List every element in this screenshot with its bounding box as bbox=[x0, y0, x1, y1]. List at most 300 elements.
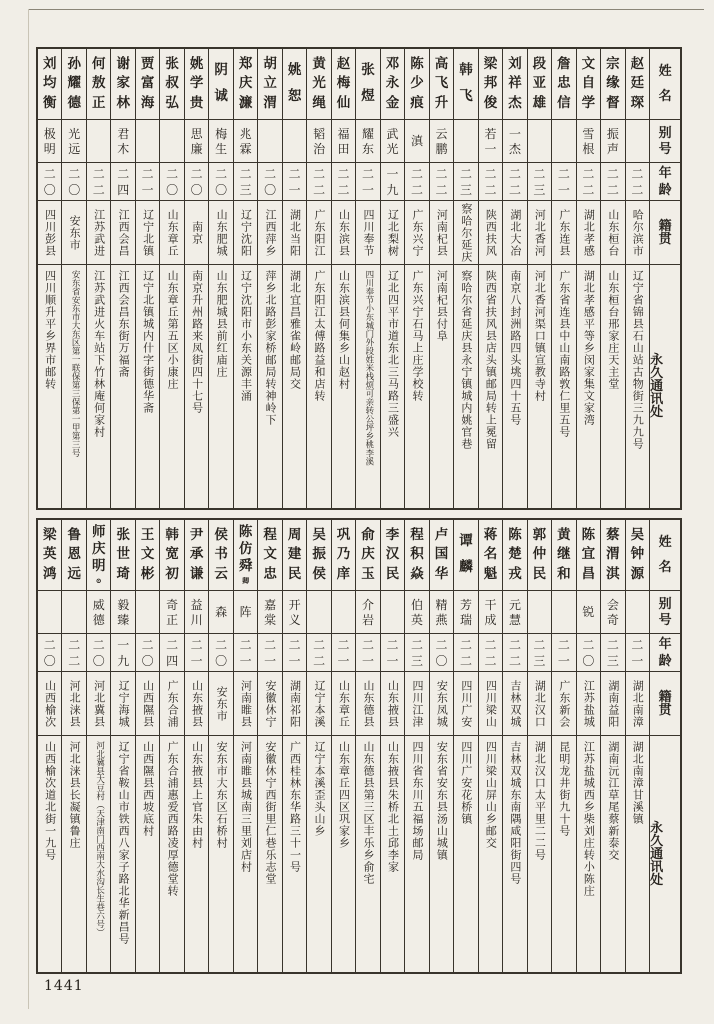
alias-cell bbox=[160, 119, 183, 162]
char: 二 bbox=[337, 637, 350, 652]
char: 学 bbox=[581, 94, 596, 111]
name-cell bbox=[332, 49, 355, 119]
char: 明 bbox=[43, 141, 56, 156]
char: 德 bbox=[67, 94, 81, 111]
char: 文 bbox=[581, 55, 596, 72]
char: 二 bbox=[288, 637, 301, 652]
native-place-cell-text: 四川广安 bbox=[459, 679, 473, 728]
char: 龄 bbox=[658, 653, 672, 669]
alias-cell bbox=[38, 119, 61, 162]
native-place-cell-text: 山东掖县 bbox=[190, 679, 204, 728]
char: 信 bbox=[557, 94, 571, 111]
address-cell-text: 山东掖县朱桥北土邱李家 bbox=[386, 741, 400, 873]
alias-cell bbox=[430, 590, 453, 633]
char: 吴 bbox=[630, 526, 645, 543]
char: 干 bbox=[484, 597, 497, 612]
char: 廉 bbox=[190, 141, 203, 156]
address-cell-text: 辽宁北镇城内什字街德华斋 bbox=[141, 270, 155, 414]
char: 一 bbox=[239, 653, 252, 668]
char: 二 bbox=[362, 166, 375, 181]
char: 川 bbox=[190, 612, 203, 627]
age-cell bbox=[234, 162, 257, 200]
char: 籍 bbox=[658, 689, 672, 705]
directory-column bbox=[502, 49, 526, 508]
name-cell bbox=[454, 49, 477, 119]
char: 鲁 bbox=[67, 526, 81, 543]
directory-column bbox=[110, 520, 134, 972]
char: 汉 bbox=[385, 546, 400, 563]
char: 二 bbox=[337, 182, 350, 197]
char: 二 bbox=[484, 653, 497, 668]
char: 一 bbox=[288, 182, 301, 197]
char: 通 bbox=[650, 846, 664, 862]
age-cell bbox=[430, 633, 453, 671]
address-cell bbox=[160, 735, 183, 972]
directory-column bbox=[282, 49, 306, 508]
char: 二 bbox=[459, 166, 472, 181]
address-cell bbox=[577, 735, 600, 972]
char: 年 bbox=[658, 636, 672, 652]
age-cell bbox=[38, 633, 61, 671]
directory-column bbox=[282, 520, 306, 972]
char: 黄 bbox=[312, 55, 326, 72]
char: 二 bbox=[606, 166, 619, 181]
age-cell bbox=[381, 162, 404, 200]
native-place-cell bbox=[430, 671, 453, 735]
char: 王 bbox=[140, 526, 155, 543]
directory-column bbox=[576, 49, 600, 508]
char: 伯 bbox=[411, 597, 424, 612]
native-place-cell-text: 辽宁本溪 bbox=[313, 679, 326, 728]
char: 别 bbox=[658, 125, 672, 141]
alias-cell bbox=[601, 590, 624, 633]
name-cell bbox=[160, 520, 183, 590]
directory-column bbox=[135, 520, 159, 972]
char: 詹 bbox=[557, 55, 571, 72]
char: 二 bbox=[606, 182, 619, 197]
char: 刘 bbox=[508, 55, 522, 72]
name-cell bbox=[234, 49, 257, 119]
char: 英 bbox=[42, 546, 57, 563]
native-place-cell bbox=[601, 200, 624, 264]
char: 臻 bbox=[117, 612, 130, 627]
directory-column bbox=[625, 49, 649, 508]
char: 承 bbox=[189, 546, 204, 563]
native-place-cell-text: 广东兴宁 bbox=[410, 208, 424, 257]
name-cell bbox=[528, 49, 551, 119]
native-place-cell-text: 辽北梨树 bbox=[386, 208, 400, 257]
native-place-cell-text: 山东肥城 bbox=[215, 208, 229, 257]
age-cell bbox=[454, 633, 477, 671]
native-place-cell bbox=[356, 200, 379, 264]
char: 民 bbox=[287, 565, 302, 582]
address-cell-text: 湖北宜昌雅雀岭邮局交 bbox=[288, 270, 302, 390]
char: 二 bbox=[484, 182, 497, 197]
directory-column bbox=[208, 520, 232, 972]
age-cell bbox=[503, 633, 526, 671]
char: 二 bbox=[68, 653, 81, 668]
char: 建 bbox=[287, 546, 302, 563]
native-place-cell-text: 江西会昌 bbox=[117, 208, 131, 257]
char: 二 bbox=[313, 182, 326, 197]
name-cell bbox=[209, 49, 232, 119]
char: 三 bbox=[239, 182, 252, 197]
directory-column bbox=[233, 49, 257, 508]
native-place-cell bbox=[332, 671, 355, 735]
age-cell bbox=[62, 162, 85, 200]
native-place-cell-text: 江苏武进 bbox=[92, 208, 106, 257]
char: 二 bbox=[435, 637, 448, 652]
address-cell bbox=[332, 735, 355, 972]
alias-cell bbox=[528, 590, 551, 633]
char: 二 bbox=[43, 637, 56, 652]
char: 一 bbox=[117, 637, 130, 652]
char: 号 bbox=[658, 612, 672, 628]
directory-column bbox=[551, 520, 575, 972]
char: 号 bbox=[658, 141, 672, 157]
age-cell bbox=[283, 633, 306, 671]
directory-column bbox=[331, 49, 355, 508]
name-cell bbox=[503, 49, 526, 119]
name-cell bbox=[626, 520, 649, 590]
address-cell-text: 河南杞县付阜 bbox=[435, 270, 449, 342]
char: 均 bbox=[42, 75, 57, 92]
name-cell bbox=[307, 520, 330, 590]
char: 奇 bbox=[166, 597, 179, 612]
address-cell bbox=[577, 264, 600, 508]
alias-cell bbox=[283, 590, 306, 633]
char: 周 bbox=[287, 526, 302, 543]
native-place-cell-text: 河南睢县 bbox=[239, 679, 253, 728]
native-place-cell bbox=[160, 200, 183, 264]
native-place-cell bbox=[503, 671, 526, 735]
native-place-cell-text: 湖南益阳 bbox=[606, 679, 620, 728]
native-place-cell bbox=[87, 200, 110, 264]
name-small-note: 卿 bbox=[242, 575, 250, 585]
char: 二 bbox=[533, 637, 546, 652]
address-cell bbox=[62, 735, 85, 972]
native-place-cell bbox=[503, 200, 526, 264]
char: 二 bbox=[239, 166, 252, 181]
native-place-cell-text: 安东市 bbox=[215, 685, 229, 722]
char: 二 bbox=[606, 637, 619, 652]
age-cell bbox=[234, 633, 257, 671]
char: 二 bbox=[582, 166, 595, 181]
char: 金 bbox=[385, 94, 400, 111]
char: 民 bbox=[385, 565, 400, 582]
char: 张 bbox=[361, 62, 375, 79]
header-native-place bbox=[650, 200, 680, 264]
char: 郑 bbox=[238, 55, 253, 72]
char: 阴 bbox=[214, 62, 228, 79]
name-cell bbox=[356, 49, 379, 119]
native-place-cell-text: 湖北当阳 bbox=[288, 208, 302, 257]
char: 治 bbox=[313, 141, 326, 156]
char: 缘 bbox=[606, 75, 620, 92]
header-alias bbox=[650, 119, 680, 162]
age-cell bbox=[307, 633, 330, 671]
char: 滇 bbox=[411, 134, 424, 148]
char: 廷 bbox=[630, 75, 645, 92]
char: 元 bbox=[508, 597, 521, 612]
alias-cell bbox=[381, 119, 404, 162]
address-cell bbox=[430, 264, 453, 508]
char: 林 bbox=[116, 94, 130, 111]
native-place-cell-text: 察哈尔延庆 bbox=[459, 202, 473, 263]
char: 〇 bbox=[435, 653, 448, 668]
native-place-cell-text: 河北涞县 bbox=[68, 679, 82, 728]
alias-cell bbox=[577, 590, 600, 633]
char: 孙 bbox=[67, 55, 81, 72]
address-cell-text: 湖北南漳甘溪镇 bbox=[631, 741, 645, 825]
char: 侯 bbox=[312, 565, 326, 582]
alias-cell bbox=[283, 119, 306, 162]
age-cell bbox=[601, 633, 624, 671]
char: 二 bbox=[557, 637, 570, 652]
native-place-cell bbox=[405, 671, 428, 735]
native-place-cell bbox=[283, 671, 306, 735]
address-cell bbox=[454, 735, 477, 972]
char: 立 bbox=[263, 75, 277, 92]
char: 一 bbox=[337, 653, 350, 668]
char: 光 bbox=[312, 75, 326, 92]
address-cell bbox=[258, 264, 281, 508]
address-cell bbox=[381, 264, 404, 508]
char: 庆 bbox=[91, 541, 106, 558]
alias-cell bbox=[209, 119, 232, 162]
char: 谭 bbox=[459, 533, 473, 550]
name-cell bbox=[381, 520, 404, 590]
char: 宗 bbox=[606, 55, 620, 72]
age-cell bbox=[356, 633, 379, 671]
address-cell-text: 河北冀县大豆村（天津南门西南大水沟长生巷六号） bbox=[94, 741, 105, 937]
char: 师 bbox=[91, 524, 106, 541]
char: 毅 bbox=[117, 597, 130, 612]
directory-column bbox=[576, 520, 600, 972]
address-cell bbox=[552, 264, 575, 508]
char: 三 bbox=[606, 653, 619, 668]
char: 雄 bbox=[532, 94, 547, 111]
char: 敖 bbox=[91, 75, 106, 92]
char: 名 bbox=[483, 546, 498, 563]
native-place-cell-text: 广东合浦 bbox=[166, 679, 180, 728]
char: 二 bbox=[631, 182, 644, 197]
char: 杰 bbox=[508, 94, 522, 111]
char: 二 bbox=[533, 166, 546, 181]
char: 若 bbox=[484, 126, 497, 141]
char: 文 bbox=[263, 546, 277, 563]
address-cell bbox=[209, 735, 232, 972]
char: 仿 bbox=[238, 541, 253, 558]
char: 一 bbox=[362, 653, 375, 668]
native-place-cell bbox=[234, 200, 257, 264]
char: 一 bbox=[288, 653, 301, 668]
char: 精 bbox=[435, 597, 448, 612]
native-place-cell bbox=[62, 671, 85, 735]
char: 声 bbox=[606, 141, 619, 156]
char: 二 bbox=[68, 166, 81, 181]
char: 吴 bbox=[312, 526, 326, 543]
native-place-cell bbox=[185, 200, 208, 264]
native-place-cell-text: 山东滨县 bbox=[337, 208, 351, 257]
char: 二 bbox=[411, 166, 424, 181]
age-cell bbox=[307, 162, 330, 200]
address-cell-text: 广西桂林东华路三十一号 bbox=[288, 741, 302, 873]
directory-column bbox=[110, 49, 134, 508]
char: 籍 bbox=[658, 218, 672, 234]
address-cell-text: 辽宁沈阳市小东关源丰涌 bbox=[239, 270, 253, 402]
age-cell bbox=[479, 162, 502, 200]
age-cell bbox=[577, 633, 600, 671]
char: 梅 bbox=[215, 126, 228, 141]
native-place-cell-text: 安东凤城 bbox=[435, 679, 449, 728]
age-cell bbox=[528, 633, 551, 671]
alias-cell bbox=[381, 590, 404, 633]
native-place-cell-text: 四川江津 bbox=[410, 679, 424, 728]
native-place-cell bbox=[38, 671, 61, 735]
char: 二 bbox=[557, 166, 570, 181]
char: 富 bbox=[140, 75, 155, 92]
char: 〇 bbox=[43, 182, 56, 197]
address-cell-text: 广东合浦惠爱西路凌厚德堂转 bbox=[166, 741, 180, 897]
name-cell bbox=[160, 49, 183, 119]
native-place-cell bbox=[577, 200, 600, 264]
char: 介 bbox=[362, 597, 375, 612]
native-place-cell bbox=[307, 200, 330, 264]
char: 久 bbox=[650, 366, 664, 381]
alias-cell bbox=[356, 590, 379, 633]
native-place-cell bbox=[552, 671, 575, 735]
age-cell bbox=[381, 633, 404, 671]
char: 一 bbox=[557, 653, 570, 668]
char: 二 bbox=[582, 182, 595, 197]
native-place-cell bbox=[258, 671, 281, 735]
native-place-cell bbox=[552, 200, 575, 264]
address-cell-text: 四川省东川五福场邮局 bbox=[410, 741, 424, 861]
alias-cell bbox=[87, 590, 110, 633]
native-place-cell-text: 山东桓台 bbox=[606, 208, 620, 257]
directory-column bbox=[527, 520, 551, 972]
char: 彬 bbox=[140, 565, 155, 582]
char: 学 bbox=[189, 75, 204, 92]
char: 姓 bbox=[658, 63, 672, 79]
char: 积 bbox=[410, 546, 424, 563]
char: 飞 bbox=[434, 75, 449, 92]
char: 〇 bbox=[215, 182, 228, 197]
address-cell-text: 山东章丘四区巩家乡 bbox=[337, 741, 351, 849]
char: 处 bbox=[650, 872, 664, 888]
char: 二 bbox=[631, 637, 644, 652]
char: 振 bbox=[312, 546, 326, 563]
char: 别 bbox=[658, 596, 672, 612]
name-cell bbox=[258, 49, 281, 119]
char: 刘 bbox=[42, 55, 57, 72]
char: 楚 bbox=[508, 546, 522, 563]
char: 仙 bbox=[336, 94, 351, 111]
native-place-cell bbox=[111, 671, 134, 735]
native-place-cell bbox=[62, 200, 85, 264]
char: 三 bbox=[533, 182, 546, 197]
alias-cell bbox=[626, 590, 649, 633]
char: 二 bbox=[459, 653, 472, 668]
address-cell bbox=[307, 735, 330, 972]
char: 陈 bbox=[581, 526, 596, 543]
age-cell bbox=[454, 162, 477, 200]
char: 一 bbox=[484, 141, 497, 156]
char: 三 bbox=[459, 182, 472, 197]
char: 陈 bbox=[508, 526, 522, 543]
address-cell bbox=[185, 264, 208, 508]
address-cell bbox=[307, 264, 330, 508]
char: 钟 bbox=[630, 546, 645, 563]
char: 诚 bbox=[214, 88, 228, 105]
char: 乃 bbox=[336, 546, 351, 563]
char: 霖 bbox=[239, 141, 252, 156]
char: 东 bbox=[362, 141, 375, 156]
char: 永 bbox=[385, 75, 400, 92]
alias-cell bbox=[307, 119, 330, 162]
name-cell bbox=[381, 49, 404, 119]
char: 锐 bbox=[582, 605, 595, 619]
address-cell-text: 萍乡北路彭家桥邮局转神岭下 bbox=[264, 270, 278, 426]
char: 嘉 bbox=[264, 597, 277, 612]
header-age bbox=[650, 162, 680, 200]
age-cell bbox=[185, 633, 208, 671]
char: 谦 bbox=[189, 565, 204, 582]
address-cell-text: 湖南沅江草尾蔡新泰交 bbox=[606, 741, 620, 861]
char: 二 bbox=[117, 166, 130, 181]
directory-column bbox=[404, 49, 428, 508]
char: 忠 bbox=[263, 565, 277, 582]
char: 巩 bbox=[336, 526, 351, 543]
name-cell bbox=[552, 49, 575, 119]
char: 赵 bbox=[336, 55, 351, 72]
alias-cell bbox=[62, 119, 85, 162]
age-cell bbox=[601, 162, 624, 200]
char: 开 bbox=[288, 597, 301, 612]
char: 侯 bbox=[214, 526, 228, 543]
name-cell bbox=[577, 49, 600, 119]
directory-column bbox=[429, 49, 453, 508]
age-cell bbox=[528, 162, 551, 200]
name-cell bbox=[430, 520, 453, 590]
char: 何 bbox=[91, 55, 106, 72]
age-cell bbox=[552, 162, 575, 200]
address-cell bbox=[405, 264, 428, 508]
char: 二 bbox=[264, 637, 277, 652]
directory-column bbox=[600, 49, 624, 508]
char: 〇 bbox=[190, 182, 203, 197]
char: 张 bbox=[116, 526, 130, 543]
directory-column bbox=[453, 49, 477, 508]
address-cell-text: 湖北孝感平等乡闵家集文家湾 bbox=[582, 270, 596, 426]
alias-cell bbox=[111, 590, 134, 633]
char: 二 bbox=[264, 166, 277, 181]
char: 一 bbox=[141, 182, 154, 197]
directory-table-bottom bbox=[36, 518, 682, 974]
age-cell bbox=[626, 633, 649, 671]
address-cell bbox=[283, 264, 306, 508]
char: 韩 bbox=[165, 526, 179, 543]
header-native-place bbox=[650, 671, 680, 735]
age-cell bbox=[38, 162, 61, 200]
directory-column bbox=[600, 520, 624, 972]
alias-cell bbox=[62, 590, 85, 633]
char: 二 bbox=[43, 166, 56, 181]
char: 〇 bbox=[264, 182, 277, 197]
char: 胡 bbox=[263, 55, 277, 72]
char: 俞 bbox=[361, 526, 375, 543]
